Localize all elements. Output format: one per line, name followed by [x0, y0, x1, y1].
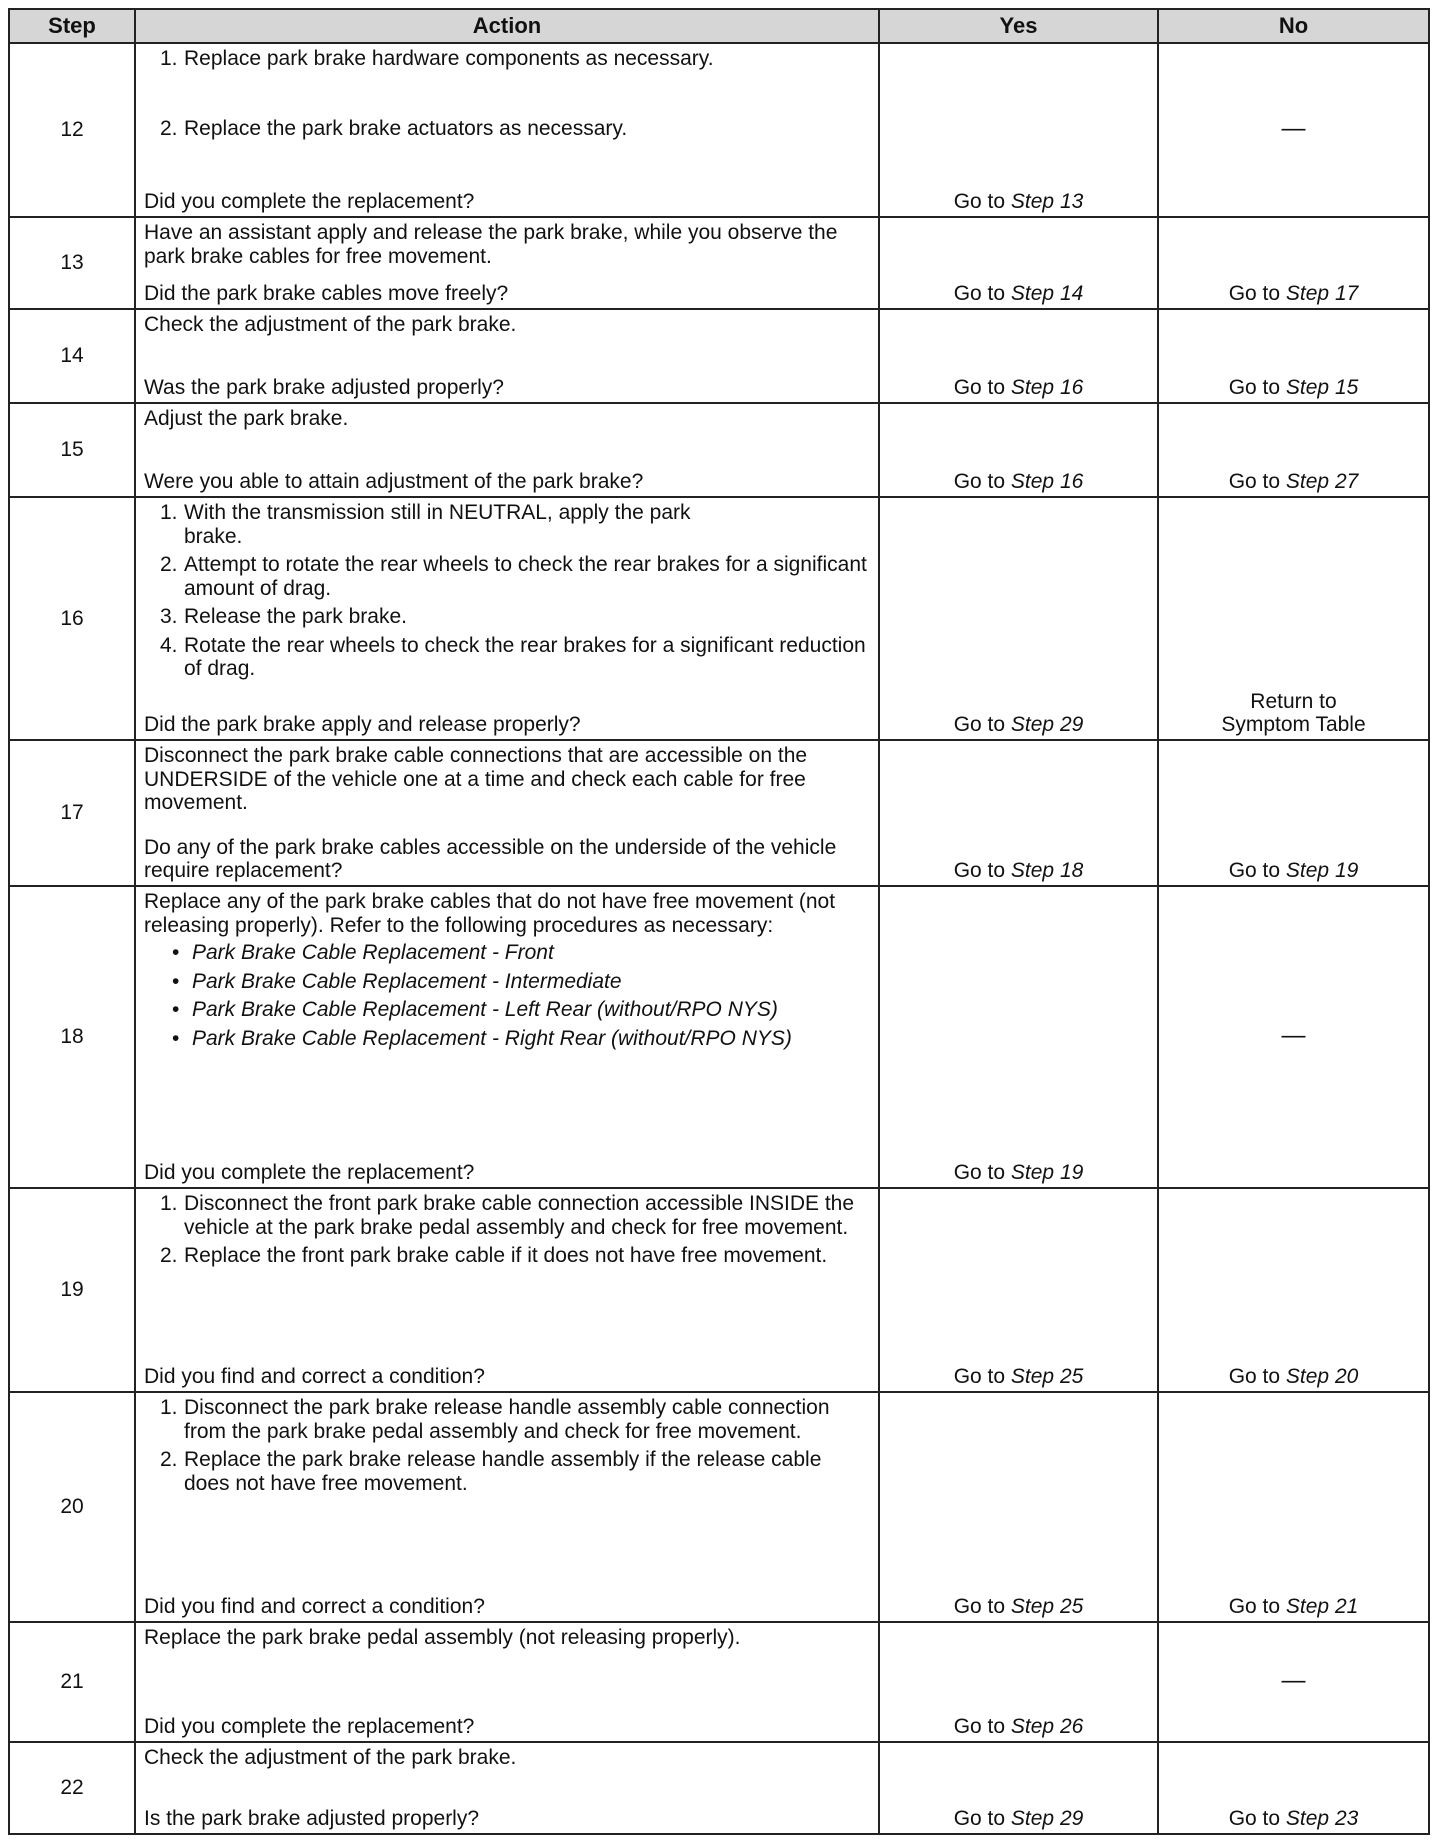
action-cell [135, 403, 879, 497]
action-cell [135, 886, 879, 1188]
question-text: Did the park brake cables move freely? [144, 282, 509, 306]
procedure-link[interactable]: Park Brake Cable Replacement - Right Rear (without/RPO NYS) [192, 1026, 792, 1050]
action-text: Adjust the park brake. [144, 407, 349, 430]
goto-prefix: Go to [1228, 282, 1281, 306]
header-action: Action [135, 9, 879, 43]
table-row [9, 1392, 1429, 1622]
yes-goto [954, 1807, 1084, 1830]
step-number: 14 [9, 309, 135, 403]
numbered-step [160, 605, 870, 629]
return-line: Return to [1250, 689, 1337, 713]
no-cell [1158, 217, 1429, 309]
no-cell: — [1158, 1622, 1429, 1742]
goto-step: Step 25 [1010, 1595, 1084, 1619]
table-row [9, 309, 1429, 403]
yes-cell [879, 43, 1158, 217]
step-index: 1. [160, 1396, 178, 1419]
goto-prefix: Go to [953, 190, 1006, 214]
bullet-icon: • [172, 998, 180, 1022]
question-text: Is the park brake adjusted properly? [144, 1807, 480, 1831]
action-cell [135, 1392, 879, 1622]
yes-goto [954, 190, 1084, 213]
step-index: 1. [160, 47, 178, 70]
step-index: 2. [160, 116, 178, 140]
goto-step: Step 19 [1285, 859, 1359, 883]
no-goto [1229, 470, 1359, 493]
yes-goto [954, 1365, 1084, 1388]
yes-cell [879, 886, 1158, 1188]
goto-step: Step 25 [1010, 1365, 1084, 1389]
yes-goto [954, 859, 1084, 882]
goto-prefix: Go to [1228, 1365, 1281, 1389]
numbered-step [160, 47, 870, 71]
goto-prefix: Go to [953, 1595, 1006, 1619]
bullet-icon: • [172, 969, 180, 993]
table-row [9, 403, 1429, 497]
step-index: 2. [160, 1244, 178, 1268]
table-row [9, 886, 1429, 1188]
yes-cell [879, 740, 1158, 886]
goto-prefix: Go to [1228, 859, 1281, 883]
action-text: Have an assistant apply and release the park brake, while you observe the park brake cables for free movement. [144, 221, 838, 268]
step-number: 13 [9, 217, 135, 309]
action-text: Replace the park brake pedal assembly (not releasing properly). [144, 1626, 741, 1649]
step-number: 19 [9, 1188, 135, 1392]
goto-prefix: Go to [953, 1161, 1006, 1185]
table-row [9, 1188, 1429, 1392]
yes-goto [954, 282, 1084, 305]
numbered-step [160, 634, 870, 681]
step-number: 18 [9, 886, 135, 1188]
table-row [9, 740, 1429, 886]
goto-prefix: Go to [953, 470, 1006, 494]
procedure-link[interactable]: Park Brake Cable Replacement - Front [192, 941, 554, 965]
no-goto [1229, 1595, 1359, 1618]
action-text: Check the adjustment of the park brake. [144, 1746, 517, 1769]
action-text: Check the adjustment of the park brake. [144, 313, 517, 336]
step-text: Replace the front park brake cable if it does not have free movement. [184, 1244, 828, 1268]
no-goto [1229, 282, 1359, 305]
procedure-link[interactable]: Park Brake Cable Replacement - Intermediate [192, 969, 622, 993]
procedure-bullet [172, 970, 870, 994]
goto-step: Step 18 [1010, 859, 1084, 883]
action-cell [135, 1742, 879, 1834]
step-number: 22 [9, 1742, 135, 1834]
no-goto [1229, 1807, 1359, 1830]
numbered-step [160, 1244, 870, 1268]
no-goto [1229, 376, 1359, 399]
yes-cell [879, 309, 1158, 403]
header-row [9, 9, 1429, 43]
yes-goto [954, 1161, 1084, 1184]
goto-step: Step 26 [1010, 1715, 1084, 1739]
table-row [9, 497, 1429, 740]
goto-step: Step 16 [1010, 470, 1084, 494]
goto-prefix: Go to [953, 859, 1006, 883]
no-goto [1229, 859, 1359, 882]
bullet-icon: • [172, 1026, 180, 1050]
no-cell [1158, 740, 1429, 886]
header-no: No [1158, 9, 1429, 43]
no-cell [1158, 1742, 1429, 1834]
yes-cell [879, 1622, 1158, 1742]
step-text: Replace the park brake release handle assembly if the release cable does not have free movement. [184, 1448, 822, 1495]
goto-step: Step 29 [1010, 1807, 1084, 1831]
table-row [9, 43, 1429, 217]
diagnostic-page [8, 8, 1428, 1834]
action-text: Disconnect the park brake cable connections that are accessible on the UNDERSIDE of the vehicle one at a time and check each cable for free movement. [144, 744, 808, 815]
question-text: Did you complete the replacement? [144, 190, 475, 214]
no-cell [1158, 497, 1429, 740]
goto-prefix: Go to [1228, 376, 1281, 400]
yes-cell [879, 497, 1158, 740]
action-cell [135, 309, 879, 403]
step-text: Replace park brake hardware components as necessary. [184, 47, 714, 70]
goto-step: Step 19 [1010, 1161, 1084, 1185]
step-number: 16 [9, 497, 135, 740]
step-index: 1. [160, 501, 178, 524]
action-cell [135, 43, 879, 217]
yes-cell [879, 1392, 1158, 1622]
action-cell [135, 217, 879, 309]
goto-prefix: Go to [1228, 470, 1281, 494]
goto-prefix: Go to [953, 376, 1006, 400]
question-text: Did you find and correct a condition? [144, 1365, 485, 1389]
step-text: Disconnect the front park brake cable connection accessible INSIDE the vehicle at the park brake pedal assembly and check for free movement. [184, 1192, 855, 1239]
step-number: 17 [9, 740, 135, 886]
header-step: Step [9, 9, 135, 43]
table-row [9, 1622, 1429, 1742]
goto-prefix: Go to [953, 282, 1006, 306]
table-row [9, 1742, 1429, 1834]
procedure-bullet [172, 941, 870, 965]
yes-goto [954, 713, 1084, 736]
procedure-bullet [172, 1027, 870, 1051]
goto-prefix: Go to [1228, 1807, 1281, 1831]
diagnostic-table [8, 8, 1430, 1835]
step-text: With the transmission still in NEUTRAL, apply the park brake. [184, 501, 691, 548]
step-text: Rotate the rear wheels to check the rear brakes for a significant reduction of drag. [184, 633, 866, 681]
goto-prefix: Go to [953, 1715, 1006, 1739]
step-index: 3. [160, 605, 178, 629]
yes-cell [879, 217, 1158, 309]
goto-step: Step 29 [1010, 713, 1084, 737]
question-text: Were you able to attain adjustment of the park brake? [144, 470, 644, 494]
numbered-step [160, 501, 870, 548]
step-text: Replace the park brake actuators as necessary. [184, 116, 628, 140]
no-cell [1158, 1188, 1429, 1392]
bullet-icon: • [172, 941, 180, 965]
no-cell [1158, 403, 1429, 497]
no-cell: — [1158, 43, 1429, 217]
yes-goto [954, 376, 1084, 399]
yes-goto [954, 1715, 1084, 1738]
numbered-step [160, 553, 870, 600]
procedure-link[interactable]: Park Brake Cable Replacement - Left Rear (without/RPO NYS) [192, 998, 778, 1022]
question-text: Did you complete the replacement? [144, 1715, 475, 1739]
header-yes: Yes [879, 9, 1158, 43]
question-text: Do any of the park brake cables accessible on the underside of the vehicle require replacement? [144, 835, 837, 883]
goto-prefix: Go to [953, 713, 1006, 737]
goto-prefix: Go to [953, 1365, 1006, 1389]
question-text: Did you find and correct a condition? [144, 1595, 485, 1619]
step-index: 4. [160, 633, 178, 657]
no-cell: — [1158, 886, 1429, 1188]
numbered-step [160, 1192, 870, 1239]
goto-step: Step 17 [1285, 282, 1359, 306]
yes-goto [954, 470, 1084, 493]
goto-step: Step 20 [1285, 1365, 1359, 1389]
goto-step: Step 23 [1285, 1807, 1359, 1831]
symptom-table-line: Symptom Table [1221, 713, 1366, 737]
no-cell [1158, 309, 1429, 403]
numbered-step [160, 1448, 870, 1495]
step-text: Disconnect the park brake release handle assembly cable connection from the park brake pedal assembly and check for free movement. [184, 1396, 830, 1443]
procedure-bullet [172, 998, 870, 1022]
question-text: Did you complete the replacement? [144, 1161, 475, 1185]
yes-cell [879, 1742, 1158, 1834]
step-number: 20 [9, 1392, 135, 1622]
numbered-step [160, 1396, 870, 1443]
goto-prefix: Go to [1228, 1595, 1281, 1619]
goto-step: Step 13 [1010, 190, 1084, 214]
step-index: 2. [160, 1448, 178, 1472]
step-text: Attempt to rotate the rear wheels to check the rear brakes for a significant amount of drag. [184, 553, 867, 600]
no-cell [1158, 1392, 1429, 1622]
goto-step: Step 21 [1285, 1595, 1359, 1619]
yes-cell [879, 403, 1158, 497]
goto-prefix: Go to [953, 1807, 1006, 1831]
question-text: Did the park brake apply and release properly? [144, 713, 581, 737]
goto-step: Step 14 [1010, 282, 1084, 306]
table-row [9, 217, 1429, 309]
no-goto [1229, 1365, 1359, 1388]
action-cell [135, 497, 879, 740]
action-cell [135, 740, 879, 886]
yes-goto [954, 1595, 1084, 1618]
numbered-step [160, 117, 870, 141]
question-text: Was the park brake adjusted properly? [144, 376, 504, 400]
step-index: 1. [160, 1192, 178, 1215]
step-number: 15 [9, 403, 135, 497]
goto-step: Step 16 [1010, 376, 1084, 400]
action-cell [135, 1188, 879, 1392]
goto-step: Step 15 [1285, 376, 1359, 400]
action-cell [135, 1622, 879, 1742]
goto-step: Step 27 [1285, 470, 1359, 494]
step-index: 2. [160, 553, 178, 577]
step-text: Release the park brake. [184, 605, 407, 629]
step-number: 21 [9, 1622, 135, 1742]
action-text: Replace any of the park brake cables that do not have free movement (not releasing properly). Refer to the following procedures as necessary: [144, 890, 836, 937]
yes-cell [879, 1188, 1158, 1392]
step-number: 12 [9, 43, 135, 217]
